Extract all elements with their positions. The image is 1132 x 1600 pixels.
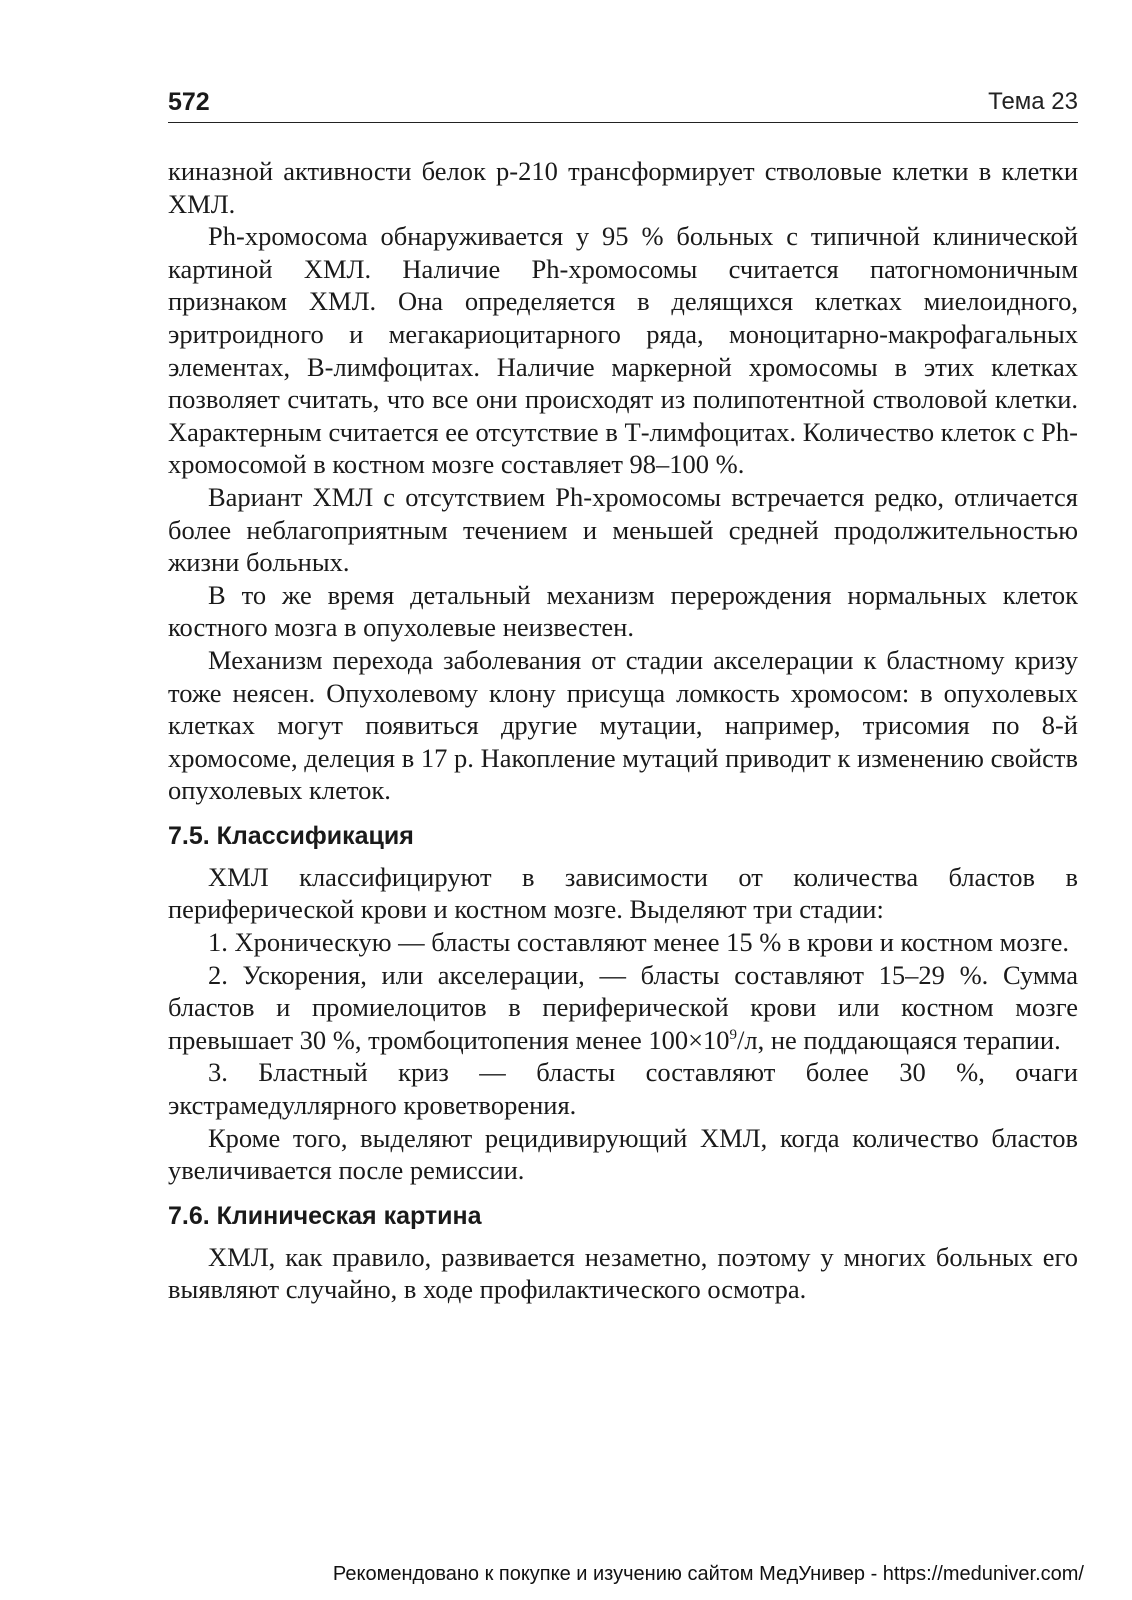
page-number: 572 xyxy=(168,88,210,116)
paragraph-variant: Вариант ХМЛ с отсутствием Ph-хромосомы встречается редко, отличается более неблагоприятным течением и меньшей средней продолжительностью жизни больных. xyxy=(168,481,1078,578)
exponent: 9 xyxy=(729,1027,738,1044)
paragraph-mechanism: В то же время детальный механизм перерождения нормальных клеток костного мозга в опухолевые неизвестен. xyxy=(168,579,1078,643)
acceleration-text-end: /л, не поддающаяся терапии. xyxy=(737,1024,1061,1055)
acceleration-text: 2. Ускорения, или акселерации, — бласты составляют 15–29 %. Сумма бластов и промиелоцитов в периферической крови или костном мозге превышает 30 %, тромбоцитопения менее 100×10 xyxy=(168,959,1078,1055)
footer-recommendation: Рекомендовано к покупке и изучению сайтом МедУнивер - https://meduniver.com/ xyxy=(332,1563,1084,1585)
paragraph-continuation: киназной активности белок р-210 трансформирует стволовые клетки в клетки ХМЛ. xyxy=(168,156,1078,219)
paragraph-transition: Механизм перехода заболевания от стадии акселерации к бластному кризу тоже неясен. Опухолевому клону присуща ломкость хромосом: в опухолевых клетках могут появиться другие мутации, например, трисомия по 8-й хромосоме, делеция в 17 р. Накопление мутаций приводит к изменению свойств опухолевых клеток. xyxy=(168,644,1078,806)
classification-item-blast-crisis: 3. Бластный криз — бласты составляют более 30 %, очаги экстрамедуллярного кроветворения. xyxy=(168,1057,1078,1121)
page-header xyxy=(168,88,1078,123)
classification-outro: Кроме того, выделяют рецидивирующий ХМЛ, когда количество бластов увеличивается после ремиссии. xyxy=(168,1122,1078,1186)
classification-intro: ХМЛ классифицируют в зависимости от количества бластов в периферической крови и костном мозге. Выделяют три стадии: xyxy=(168,861,1078,925)
classification-item-chronic: 1. Хроническую — бласты составляют менее 15 % в крови и костном мозге. xyxy=(208,927,1070,958)
clinical-paragraph: ХМЛ, как правило, развивается незаметно, поэтому у многих больных его выявляют случайно, в ходе профилактического осмотра. xyxy=(168,1241,1078,1305)
page-body xyxy=(168,155,1078,1306)
section-heading-clinical-picture: 7.6. Клиническая картина xyxy=(168,1201,482,1230)
paragraph-ph-chromosome: Ph-хромосома обнаруживается у 95 % больных с типичной клинической картиной ХМЛ. Наличие Ph-хромосомы считается патогномоничным признаком ХМЛ. Она определяется в делящихся клетках миелоидного, эритроидного и мегакариоцитарного ряда, моноцитарно-макрофагальных элементах, В-лимфоцитах. Наличие маркерной хромосомы в этих клетках позволяет считать, что все они происходят из полипотентной стволовой клетки. Характерным считается ее отсутствие в Т-лимфоцитах. Количество клеток с Ph-хромосомой в костном мозге составляет 98–100 %. xyxy=(168,221,1078,480)
running-head: Тема 23 xyxy=(988,88,1078,115)
section-heading-classification: 7.5. Классификация xyxy=(168,821,414,850)
classification-item-acceleration xyxy=(168,959,1078,1057)
